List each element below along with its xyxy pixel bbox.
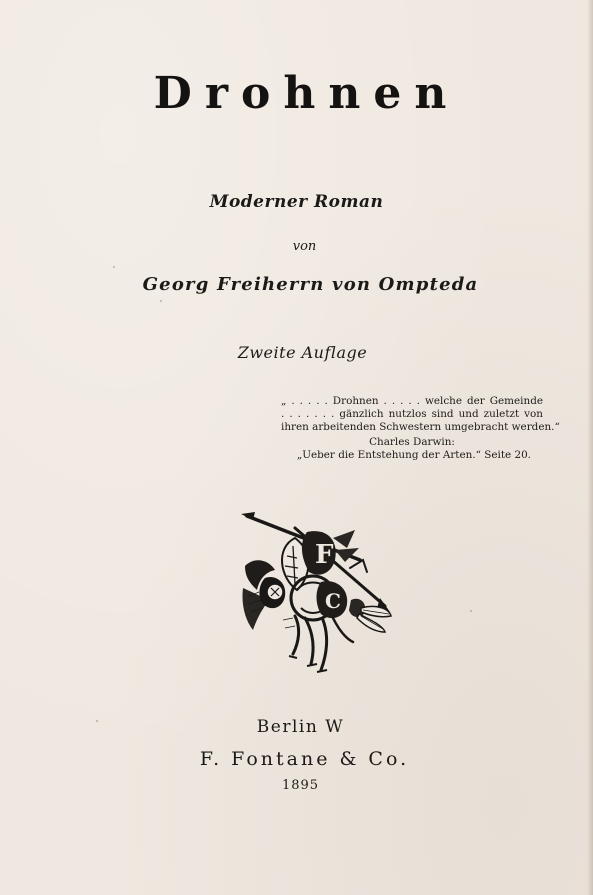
paper-speck [470,610,472,612]
svg-text:C: C [325,589,341,613]
epigraph [281,395,560,462]
book-subtitle: Moderner Roman [209,192,384,212]
publication-year: 1895 [281,778,320,793]
book-title: Drohnen [153,68,460,119]
author-name: Georg Freiherrn von Ompteda [142,274,479,295]
svg-text:F: F [315,540,334,570]
edition-label: Zweite Auflage [237,343,368,362]
epigraph-line: „ . . . . . Drohnen . . . . . welche der Gemeinde [281,395,543,407]
author-preposition: von [292,239,317,254]
paper-speck [113,266,115,268]
paper-speck [160,300,162,302]
epigraph-citation: „Ueber die Entstehung der Arten.“ Seite 20. [296,448,531,461]
publication-place: Berlin W [256,717,345,737]
epigraph-attribution: Charles Darwin: [369,435,455,448]
epigraph-line: . . . . . . . gänzlich nutzlos sind und zuletzt von [281,408,543,421]
publisher-name: F. Fontane & Co. [199,748,410,770]
epigraph-line: ihren arbeitenden Schwestern umgebracht werden.“ [281,421,560,434]
publisher-emblem-icon [235,508,395,678]
